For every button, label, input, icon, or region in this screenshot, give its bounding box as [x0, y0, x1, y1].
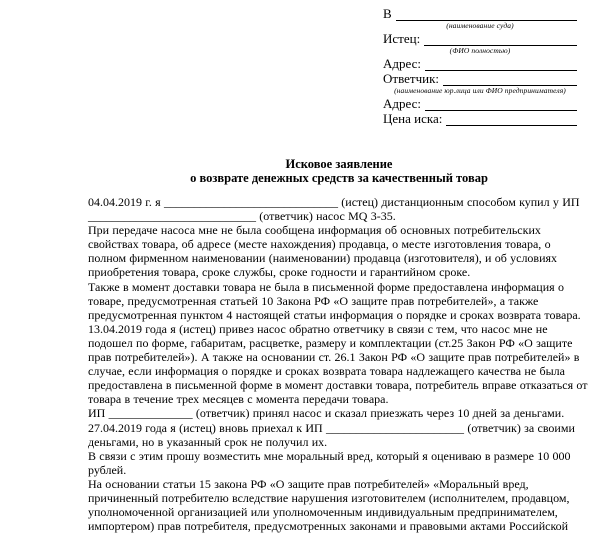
- document-title: [88, 157, 590, 185]
- plaintiff-label: Истец:: [383, 31, 421, 46]
- body-paragraph-purchase: 04.04.2019 г. я _____________________________ (истец) дистанционным способом купил у ИП ____________________________ (ответчик) насос MQ 3-35.: [88, 195, 580, 224]
- form-row-defendant-address: [383, 96, 577, 111]
- plaintiff-address-label: Адрес:: [383, 56, 421, 71]
- document-body: [88, 195, 590, 533]
- defendant-address-label: Адрес:: [383, 96, 421, 111]
- body-paragraph-no-info: При передаче насоса мне не была сообщена информация об основных потребительских свойствах товара, об адресе (месте нахождения) продавца, о месте изготовления товара, о полном фирменном наименовании (наименовании) продавца (изготовителя), и об условиях приобретения товара, сроке службы, сроке годности и гарантийном сроке.: [88, 223, 558, 280]
- court-label: В: [383, 6, 392, 21]
- document-title-line-1: Исковое заявление: [285, 157, 393, 171]
- form-row-defendant: [383, 71, 577, 86]
- plaintiff-address-blank-line: [425, 58, 577, 71]
- defendant-blank-line: [443, 73, 577, 86]
- body-paragraph-article15: На основании статьи 15 закона РФ «О защите прав потребителей» «Моральный вред, причиненный потребителю вследствие нарушения изготовителем (исполнителем, продавцом, уполномоченной организацией или уполномоченным индивидуальным предпринимателем, импортером) прав потребителя, предусмотренных законами и правовыми актами Российской: [88, 476, 570, 534]
- court-caption: (наименование суда): [446, 21, 514, 30]
- claim-price-blank-line: [446, 113, 577, 126]
- body-paragraph-return: 13.04.2019 года я (истец) привез насос обратно ответчику в связи с тем, что насос мне не подошел по форме, габаритам, расцветке, размеру и комплектации (ст.25 Закон РФ «О защите прав потребителей»). А также на основании ст. 26.1 Закон РФ «О защите прав потребителей» в случае, если информация о порядке и сроках возврата товара надлежащего качества не была предоставлена в письменной форме в момент доставки товара, потребитель вправе отказаться от товара в течение трех месяцев с момента передачи товара.: [88, 321, 588, 407]
- defendant-caption: (наименование юр.лица или ФИО предпринимателя): [394, 86, 566, 95]
- plaintiff-caption: (ФИО полностью): [449, 46, 511, 55]
- document-title-line-2: о возврате денежных средств за качественный товар: [190, 171, 488, 185]
- form-row-plaintiff: [383, 31, 577, 46]
- form-row-court: [383, 6, 577, 21]
- body-paragraph-accepted: ИП ______________ (ответчик) принял насос и сказал приезжать через 10 дней за деньгами.: [88, 406, 565, 421]
- defendant-label: Ответчик:: [383, 71, 440, 86]
- claim-price-label: Цена иска:: [383, 111, 443, 126]
- body-paragraph-article10: Также в момент доставки товара не была в письменной форме предоставлена информация о товаре, предусмотренная статьей 10 Закона РФ «О защите прав потребителей», а также предусмотренная пунктом 4 настоящей статьи информация о порядке и сроках возврата товара.: [88, 279, 581, 322]
- form-row-plaintiff-address: [383, 56, 577, 71]
- document-page: [0, 6, 600, 542]
- court-header-form: [383, 6, 577, 126]
- form-row-claim-price: [383, 111, 577, 126]
- body-paragraph-revisit: 27.04.2019 года я (истец) вновь приехал к ИП _______________________ (ответчик) за своими деньгами, но в указанный срок не получил их.: [88, 420, 575, 449]
- plaintiff-blank-line: [424, 33, 577, 46]
- defendant-address-blank-line: [425, 98, 577, 111]
- court-blank-line: [396, 8, 577, 21]
- body-paragraph-moral-damage: В связи с этим прошу возместить мне моральный вред, который я оцениваю в размере 10 000 рублей.: [88, 448, 571, 477]
